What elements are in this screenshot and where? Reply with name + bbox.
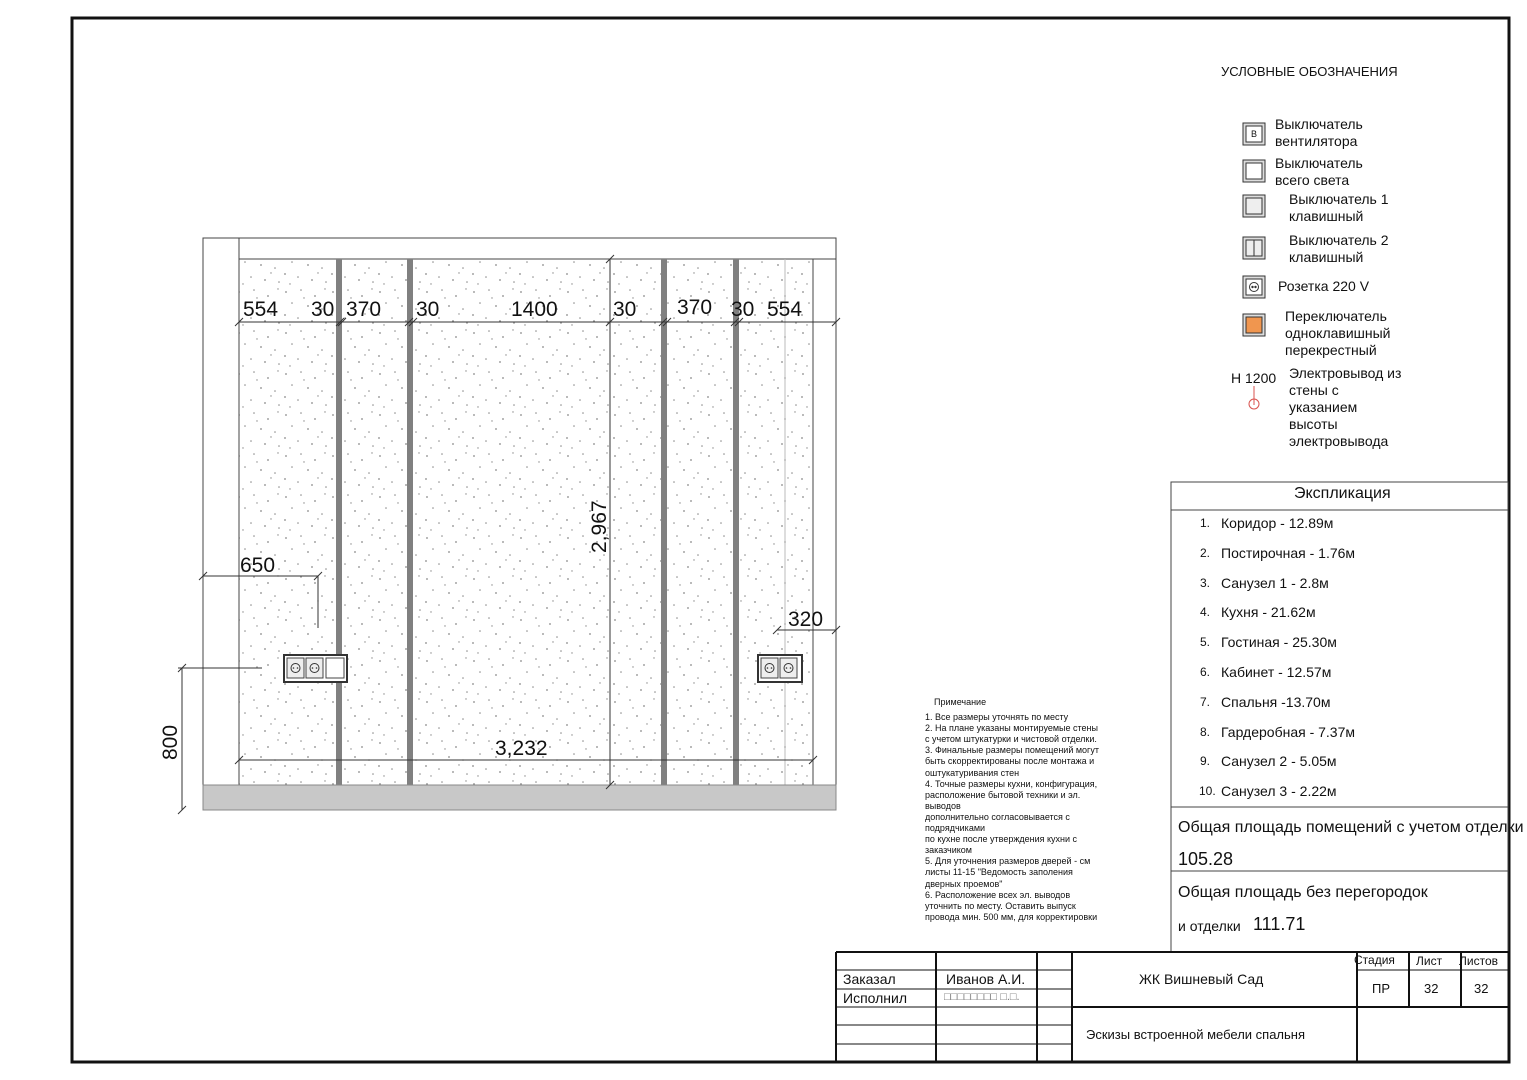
wall-outlet-icon bbox=[1249, 386, 1259, 409]
dim-socket-height-label: 800 bbox=[159, 724, 182, 760]
room-number: 4. bbox=[1200, 605, 1211, 620]
explication-title: Экспликация bbox=[1294, 485, 1391, 502]
legend-label-socket: Розетка 220 V bbox=[1278, 278, 1370, 294]
room-entry: Санузел 1 - 2.8м bbox=[1221, 574, 1329, 591]
room-entry: Гардеробная - 7.37м bbox=[1221, 723, 1356, 740]
note-line: дополнительно согласовывается с bbox=[925, 811, 1070, 822]
room-number: 2. bbox=[1200, 545, 1211, 560]
socket-block-left bbox=[284, 655, 347, 682]
notes-block bbox=[925, 697, 1125, 923]
room-number: 5. bbox=[1200, 635, 1211, 650]
room-number: 3. bbox=[1200, 575, 1211, 590]
note-line: 1. Все размеры уточнять по месту bbox=[925, 712, 1069, 723]
project-name: ЖК Вишневый Сад bbox=[1139, 971, 1264, 987]
dim-left-offset-label: 650 bbox=[240, 554, 276, 577]
note-line: 5. Для уточнения размеров дверей - см bbox=[925, 856, 1091, 867]
notes-lines bbox=[925, 712, 1125, 923]
note-line: с учетом штукатурки и чистовой отделки. bbox=[925, 734, 1097, 745]
top-dim-label: 30 bbox=[416, 298, 440, 321]
legend-label-switch-2: Выключатель 2 клавишный bbox=[1289, 232, 1389, 265]
total-without-value: 111.71 bbox=[1253, 914, 1306, 934]
switch-2-key-icon bbox=[1243, 237, 1265, 259]
room-entry: Санузел 3 - 2.22м bbox=[1221, 783, 1337, 800]
profile-3 bbox=[661, 259, 667, 785]
legend-label-wall-outlet: Электровывод из стены с указанием высоты электровывода bbox=[1289, 365, 1402, 449]
note-line: по кухне после утверждения кухни с bbox=[925, 834, 1078, 845]
total-with-finish-value: 105.28 bbox=[1178, 849, 1234, 869]
legend-label-master-switch: Выключатель всего света bbox=[1275, 155, 1363, 188]
dim-height-label: 2,967 bbox=[588, 500, 611, 553]
switch-1-key-icon bbox=[1243, 195, 1265, 217]
dim-width-label: 3,232 bbox=[495, 737, 548, 760]
stage-label: Стадия bbox=[1354, 953, 1395, 967]
note-line: заказчиком bbox=[925, 845, 972, 856]
room-entry: Гостиная - 25.30м bbox=[1221, 634, 1337, 651]
top-dim-label: 370 bbox=[677, 296, 713, 319]
legend-height-label: H 1200 bbox=[1231, 370, 1277, 386]
top-dim-label: 1400 bbox=[511, 298, 558, 321]
socket-block-right bbox=[758, 655, 802, 682]
wall-elevation bbox=[178, 238, 840, 814]
note-line: 3. Финальные размеры помещений могут bbox=[925, 745, 1099, 756]
room-number: 6. bbox=[1200, 665, 1211, 679]
executed-value: □□□□□□□□ □.□. bbox=[944, 991, 1020, 1003]
dim-right-offset-label: 320 bbox=[788, 608, 824, 631]
note-line: выводов bbox=[925, 800, 961, 811]
note-line: дверных проемов" bbox=[925, 878, 1003, 889]
top-dim-label: 30 bbox=[311, 298, 335, 321]
socket-icon bbox=[1243, 276, 1265, 298]
note-line: расположение бытовой техники и эл. bbox=[925, 789, 1081, 800]
legend-icons bbox=[1243, 123, 1265, 409]
legend-label-cross-switch: Переключатель одноклавишный перекрестный bbox=[1285, 308, 1391, 358]
note-line: 4. Точные размеры кухни, конфигурация, bbox=[925, 778, 1098, 789]
note-line: листы 11-15 "Ведомость заполения bbox=[925, 867, 1073, 878]
notes-title: Примечание bbox=[934, 697, 987, 707]
top-dim-label: 554 bbox=[767, 298, 803, 321]
sheets-label: Листов bbox=[1459, 954, 1498, 968]
top-dim-label: 30 bbox=[613, 298, 637, 321]
room-number: 8. bbox=[1200, 724, 1211, 739]
room-entry: Кабинет - 12.57м bbox=[1221, 664, 1332, 680]
legend-title: УСЛОВНЫЕ ОБОЗНАЧЕНИЯ bbox=[1221, 64, 1398, 79]
note-line: быть скорректированы после монтажа и bbox=[925, 756, 1095, 767]
note-line: оштукатуривания стен bbox=[925, 767, 1020, 778]
ordered-label: Заказал bbox=[843, 971, 896, 987]
sheet-title: Эскизы встроенной мебели спальня bbox=[1086, 1027, 1306, 1042]
legend-label-fan-switch: Выключатель вентилятора bbox=[1275, 116, 1363, 149]
room-entry: Санузел 2 - 5.05м bbox=[1221, 753, 1337, 770]
room-entry: Коридор - 12.89м bbox=[1221, 515, 1334, 531]
room-number: 1. bbox=[1200, 516, 1211, 530]
room-number: 10. bbox=[1199, 784, 1216, 799]
top-dim-label: 554 bbox=[243, 298, 279, 321]
room-entry: Постирочная - 1.76м bbox=[1221, 544, 1356, 561]
profile-1 bbox=[336, 259, 342, 785]
note-line: 2. На плане указаны монтируемые стены bbox=[925, 723, 1098, 734]
sheet-label: Лист bbox=[1416, 954, 1443, 968]
master-switch-icon bbox=[1243, 160, 1265, 182]
note-line: 6. Расположение всех эл. выводов bbox=[925, 889, 1071, 900]
stage-value: ПР bbox=[1372, 981, 1391, 996]
room-number: 9. bbox=[1200, 754, 1211, 769]
profile-2 bbox=[407, 259, 413, 785]
top-dim-label: 30 bbox=[731, 298, 755, 321]
sheets-value: 32 bbox=[1474, 981, 1489, 996]
floor-strip bbox=[203, 785, 836, 810]
cross-switch-icon bbox=[1243, 314, 1265, 336]
legend-label-switch-1: Выключатель 1 клавишный bbox=[1289, 191, 1389, 224]
room-entry: Спальня -13.70м bbox=[1221, 693, 1331, 710]
note-line: подрядчиками bbox=[925, 823, 986, 834]
sheet-value: 32 bbox=[1424, 981, 1439, 996]
ordered-value: Иванов А.И. bbox=[946, 971, 1026, 987]
profile-4 bbox=[733, 259, 739, 785]
total-without-label: Общая площадь без перегородок bbox=[1178, 884, 1428, 901]
note-line: провода мин. 500 мм, для корректировки bbox=[925, 911, 1098, 922]
room-number: 7. bbox=[1200, 694, 1211, 709]
note-line: уточнить по месту. Оставить выпуск bbox=[925, 900, 1076, 911]
total-with-finish-label: Общая площадь помещений с учетом отделки bbox=[1178, 819, 1524, 836]
fan-switch-letter: В bbox=[1250, 129, 1257, 139]
top-dim-label: 370 bbox=[346, 298, 382, 321]
total-without-label-2: и отделки bbox=[1178, 918, 1241, 934]
room-entry: Кухня - 21.62м bbox=[1221, 604, 1316, 621]
wall-panel-area bbox=[239, 259, 813, 785]
executed-label: Исполнил bbox=[843, 990, 908, 1006]
